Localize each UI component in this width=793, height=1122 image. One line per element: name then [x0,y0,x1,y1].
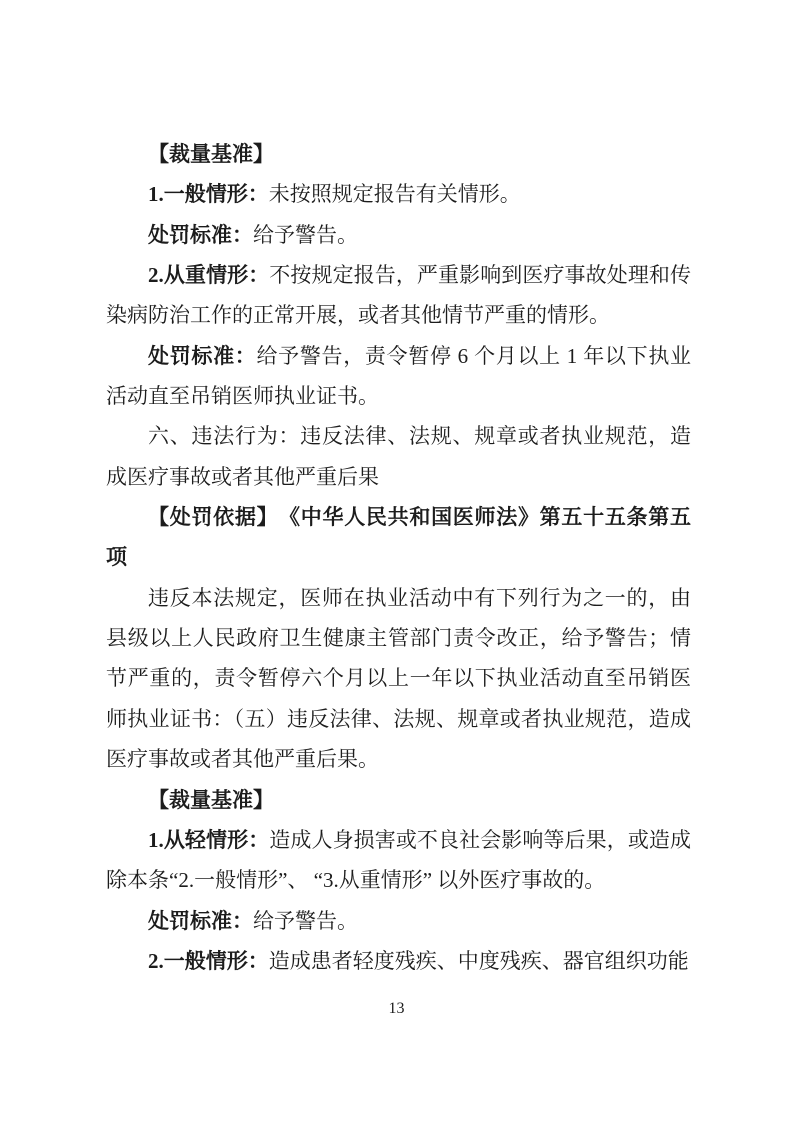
text-run: 造成人身损害或不良社会影响等后果，或造成除本条“2.一般情形”、 “3.从重情形” 以外医疗事故的。 [106,827,692,893]
bold-run: 【裁量基准】 [148,787,274,812]
text-run: 不按规定报告，严重影响到医疗事故处理和传染病防治工作的正常开展，或者其他情节严重的情形。 [106,263,692,328]
paragraph-penalty-basis [106,497,691,578]
text-run: 违反本法规定，医师在执业活动中有下列行为之一的，由县级以上人民政府卫生健康主管部门责令改正，给予警告；情节严重的，责令暂停六个月以上一年以下执业活动直至吊销医师执业证书：（五）违反法律、法规、规章或者执业规范，造成医疗事故或者其他严重后果。 [106,585,691,772]
bold-run: 处罚标准： [148,222,253,247]
paragraph-general-case-2 [106,941,691,981]
bold-run: 1.一般情形： [148,182,269,207]
bold-run: 1.从轻情形： [148,827,270,852]
page-number: 13 [388,1000,405,1017]
paragraph-law-quote [106,578,691,780]
paragraph-discretion-heading-1 [106,134,691,174]
paragraph-mitigated-case [106,820,691,901]
paragraph-discretion-heading-2 [106,780,691,820]
paragraph-aggravated-case-1 [106,255,691,336]
text-run: 未按照规定报告有关情形。 [268,182,521,207]
paragraph-penalty-standard-1 [106,215,691,255]
text-run: 给予警告。 [253,222,358,247]
bold-run: 处罚标准： [148,343,257,368]
bold-run: 2.一般情形： [148,948,269,973]
bold-run: 处罚标准： [148,908,253,933]
page-content [106,134,691,981]
bold-run: 【处罚依据】 《中华人民共和国医师法》第五十五条第五项 [106,505,691,570]
bold-run: 2.从重情形： [148,263,270,288]
paragraph-general-case-1 [106,174,691,214]
paragraph-illegal-act-six [106,416,691,497]
text-run: 给予警告。 [253,908,358,933]
paragraph-penalty-standard-3 [106,901,691,941]
text-run: 六、违法行为：违反法律、法规、规章或者执业规范，造成医疗事故或者其他严重后果 [106,424,691,489]
paragraph-penalty-standard-2 [106,336,691,417]
bold-run: 【裁量基准】 [148,142,274,166]
text-run: 给予警告，责令暂停 6 个月以上 1 年以下执业活动直至吊销医师执业证书。 [106,343,692,409]
text-run: 造成患者轻度残疾、中度残疾、器官组织功能 [268,948,689,973]
